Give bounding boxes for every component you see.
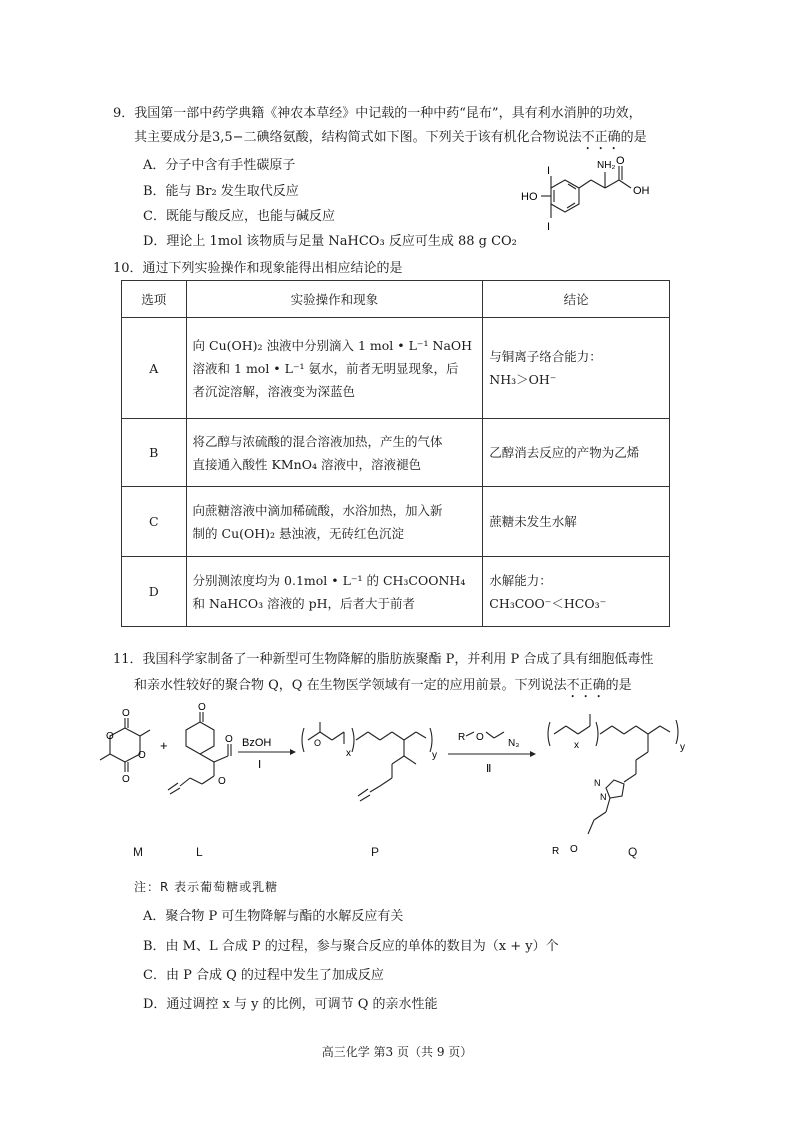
op-line: 将乙醇与浓硫酸的混合溶液加热，产生的气体	[192, 433, 443, 449]
con-line: NH₃＞OH⁻	[489, 372, 557, 387]
op-line: 向 Cu(OH)₂ 浊液中分别滴入 1 mol • L⁻¹ NaOH	[192, 337, 473, 353]
q9-stem-emphasis: 不正确	[581, 130, 621, 145]
row-conclusion	[483, 557, 670, 627]
con-line: 与铜离子络合能力：	[489, 349, 602, 364]
diiodotyrosine-structure	[515, 152, 685, 244]
row-key: D	[122, 557, 187, 627]
reagent-bzoh: BzOH	[242, 737, 272, 749]
row-key: A	[122, 318, 187, 419]
row-key: C	[122, 487, 187, 557]
m-o-label: O	[122, 774, 130, 785]
row-operation	[186, 419, 483, 487]
hydroxy-label: HO	[521, 191, 538, 203]
m-o-label: O	[138, 750, 146, 761]
experiment-table	[121, 280, 670, 627]
q-n-label: N	[600, 792, 607, 802]
q11-option-a: A．聚合物 P 可生物降解与酯的水解反应有关	[143, 909, 404, 924]
op-line: 溶液和 1 mol • L⁻¹ 氨水，前者无明显现象，后	[192, 360, 459, 376]
q9-stem-line1: 9．我国第一部中药学典籍《神农本草经》中记载的一种中药“昆布”，具有利水消肿的功效，	[113, 106, 642, 121]
amino-label: NH₂	[597, 160, 616, 171]
row-key: B	[122, 419, 187, 487]
q11-note: 注：R 表示葡萄糖或乳糖	[134, 880, 279, 894]
q9-stem-line2	[134, 126, 647, 153]
q11-stem-suffix: 的是	[605, 678, 632, 693]
l-o-label: O	[198, 702, 206, 713]
q9-stem-prefix: 其主要成分是3,5−二碘络氨酸，结构简式如下图。下列关于该有机化合物说法	[134, 130, 582, 145]
l-o-label: O	[218, 776, 226, 787]
compound-label-q: Q	[628, 845, 638, 859]
header-operation: 实验操作和现象	[186, 281, 483, 318]
header-option: 选项	[122, 281, 187, 318]
table-row	[122, 419, 670, 487]
row-conclusion	[483, 419, 670, 487]
acid-oh-label: OH	[633, 185, 650, 197]
op-line: 分别测浓度均为 0.1mol • L⁻¹ 的 CH₃COONH₄	[192, 572, 466, 588]
compound-label-m: M	[133, 845, 143, 859]
q9-option-d: D．理论上 1mol 该物质与足量 NaHCO₃ 反应可生成 88 g CO₂	[143, 234, 517, 249]
iodine-bottom-label: I	[547, 221, 551, 233]
q11-stem-line1: 11．我国科学家制备了一种新型可生物降解的脂肪族聚酯 P，并利用 P 合成了具有细胞低毒性	[113, 652, 654, 667]
monomer-m	[100, 718, 150, 772]
con-line: 水解能力：	[489, 572, 552, 588]
con-line: CH₃COO⁻＜HCO₃⁻	[489, 595, 607, 611]
q9-stem-suffix: 的是	[620, 130, 647, 145]
row-conclusion	[483, 318, 670, 419]
reagent-azide: N₃	[508, 738, 520, 749]
q11-stem-prefix: 和亲水性较好的聚合物 Q，Q 在生物医学领域有一定的应用前景。下列说法	[134, 678, 567, 693]
step-1-label: Ⅰ	[258, 759, 262, 771]
con-line: 蔗糖未发生水解	[489, 514, 577, 529]
polymer-q	[548, 714, 678, 834]
l-o-label: O	[225, 734, 233, 745]
table-header-row	[122, 281, 670, 318]
p-o-label: O	[314, 738, 322, 748]
reagent-r: R	[458, 732, 466, 743]
q-n-label: N	[594, 778, 601, 788]
con-line: 乙醇消去反应的产物为乙烯	[489, 445, 640, 460]
table-row	[122, 318, 670, 419]
plus-sign: +	[160, 738, 168, 753]
polymer-p	[302, 722, 432, 801]
op-line: 制的 Cu(OH)₂ 悬浊液，无砖红色沉淀	[192, 525, 405, 541]
iodine-top-label: I	[547, 165, 551, 177]
q11-option-b: B．由 M、L 合成 P 的过程，参与聚合反应的单体的数目为（x + y）个	[143, 939, 559, 954]
q11-option-c: C．由 P 合成 Q 的过程中发生了加成反应	[143, 968, 384, 983]
compound-label-p: P	[371, 845, 380, 859]
carbonyl-o-label: O	[616, 155, 625, 167]
subscript-x: x	[346, 748, 351, 759]
page-footer: 高三化学 第3 页（共 9 页）	[321, 1045, 473, 1059]
table-row	[122, 487, 670, 557]
q9-option-c: C．既能与酸反应，也能与碱反应	[143, 209, 335, 224]
op-line: 和 NaHCO₃ 溶液的 pH，后者大于前者	[192, 595, 415, 611]
row-operation	[186, 487, 483, 557]
q9-option-b: B．能与 Br₂ 发生取代反应	[143, 184, 299, 199]
q11-stem-line2	[134, 674, 632, 701]
reaction-scheme	[90, 700, 710, 870]
reagent-o: O	[476, 732, 484, 743]
table-row	[122, 557, 670, 627]
row-conclusion	[483, 487, 670, 557]
row-operation	[186, 557, 483, 627]
op-line: 向蔗糖溶液中滴加稀硫酸，水浴加热，加入新	[192, 502, 443, 518]
op-line: 直接通入酸性 KMnO₄ 溶液中，溶液褪色	[192, 456, 421, 472]
q10-stem: 10．通过下列实验操作和现象能得出相应结论的是	[113, 261, 403, 276]
subscript-x: x	[574, 740, 579, 751]
subscript-y: y	[680, 742, 685, 753]
q-r-label: R	[552, 846, 560, 857]
q9-option-a: A．分子中含有手性碳原子	[143, 158, 296, 173]
m-o-label: O	[122, 708, 130, 719]
compound-label-l: L	[196, 845, 203, 859]
row-operation	[186, 318, 483, 419]
step-2-label: Ⅱ	[486, 763, 492, 775]
q11-stem-emphasis: 不正确	[566, 678, 606, 693]
subscript-y: y	[432, 750, 437, 761]
q-o-label: O	[570, 844, 578, 855]
op-line: 者沉淀溶解，溶液变为深蓝色	[192, 383, 356, 399]
q11-option-d: D．通过调控 x 与 y 的比例，可调节 Q 的亲水性能	[143, 997, 438, 1012]
header-conclusion: 结论	[483, 281, 670, 318]
m-o-label: O	[106, 731, 114, 742]
